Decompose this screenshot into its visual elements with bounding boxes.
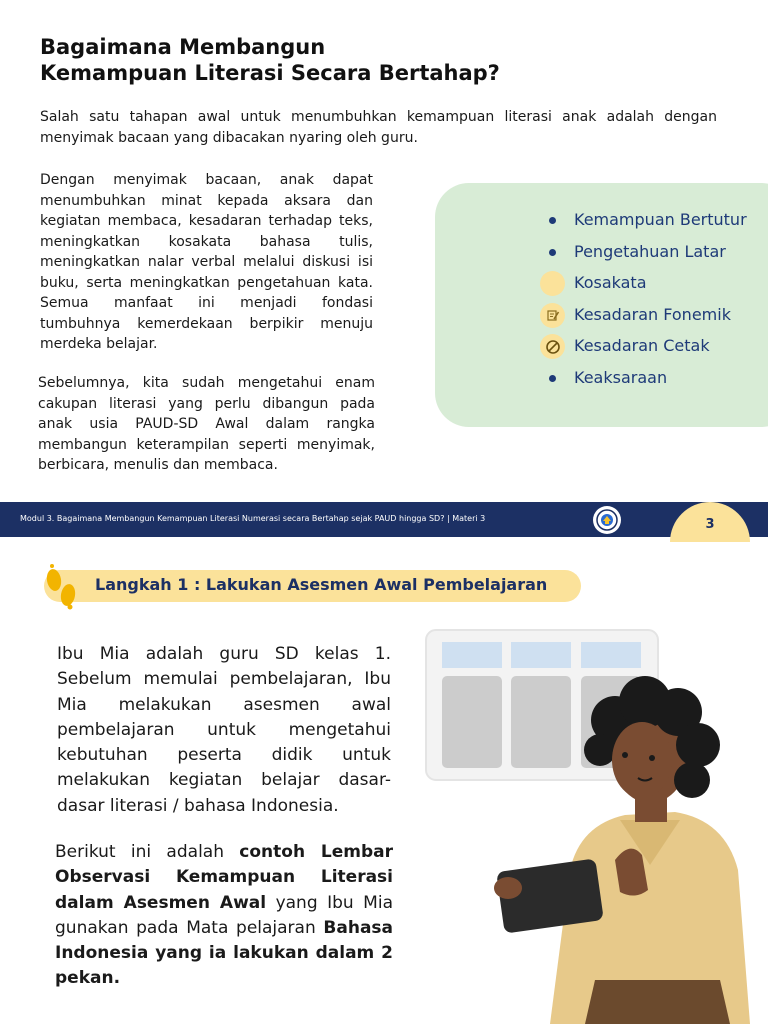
list-item: Kesadaran Fonemik bbox=[537, 300, 747, 332]
ministry-logo-icon bbox=[593, 506, 621, 534]
list-item: Pengetahuan Latar bbox=[537, 237, 747, 269]
page-number: 3 bbox=[705, 517, 715, 532]
list-item: Keaksaraan bbox=[537, 363, 747, 395]
pencil-circle-icon bbox=[540, 303, 565, 328]
intro-paragraph: Salah satu tahapan awal untuk menumbuhkan kemampuan literasi anak adalah dengan menyimak bacaan yang dibacakan nyaring oleh guru. bbox=[40, 109, 717, 146]
list-item: Kosakata bbox=[537, 268, 747, 300]
footsteps-icon bbox=[40, 563, 82, 611]
footer-module-text: Modul 3. Bagaimana Membangun Kemampuan Literasi Numerasi secara Bertahap sejak PAUD hingga SD? | Materi 3 bbox=[20, 514, 486, 523]
story-paragraph: Ibu Mia adalah guru SD kelas 1. Sebelum memulai pembelajaran, Ibu Mia melakukan asesmen awal pembelajaran untuk mengetahui kebutuhan peserta didik untuk melakukan kegiatan belajar dasar-dasar literasi / bahasa Indonesia. bbox=[57, 644, 391, 816]
page-title bbox=[40, 34, 500, 86]
scope-paragraph: Sebelumnya, kita sudah mengetahui enam cakupan literasi yang perlu dibangun pada anak usia PAUD-SD Awal dalam rangka membangun keterampilan seperti menyimak, berbicara, menulis dan membaca. bbox=[38, 375, 375, 473]
no-entry-circle-icon bbox=[540, 334, 565, 359]
example-paragraph: Berikut ini adalah contoh Lembar Observasi Kemampuan Literasi dalam Asesmen Awal yang Ibu Mia gunakan pada Mata pelajaran Bahasa Indonesia yang ia lakukan dalam 2 pekan. bbox=[55, 842, 393, 989]
list-item: Kesadaran Cetak bbox=[537, 331, 747, 363]
page-title-line1: Bagaimana Membangun bbox=[40, 35, 326, 59]
yellow-circle-icon bbox=[540, 271, 565, 296]
bullet-dot-icon bbox=[549, 249, 556, 256]
page-title-line2: Kemampuan Literasi Secara Bertahap? bbox=[40, 61, 500, 85]
bullet-dot-icon bbox=[549, 217, 556, 224]
benefit-paragraph: Dengan menyimak bacaan, anak dapat menumbuhkan minat kepada aksara dan kegiatan membaca, kesadaran terhadap teks, meningkatkan kosakata bahasa tulis, meningkatkan nalar verbal melalui diskusi isi buku, serta meningkatkan pengetahuan kata. Semua manfaat ini menjadi fondasi tumbuhnya kemerdekaan berpikir menuju merdeka belajar. bbox=[40, 172, 373, 352]
literacy-scope-list bbox=[537, 205, 747, 394]
footer-bar bbox=[0, 502, 768, 537]
teacher-illustration bbox=[420, 620, 768, 1024]
bullet-dot-icon bbox=[549, 375, 556, 382]
list-item: Kemampuan Bertutur bbox=[537, 205, 747, 237]
step-title: Langkah 1 : Lakukan Asesmen Awal Pembelajaran bbox=[95, 575, 548, 594]
